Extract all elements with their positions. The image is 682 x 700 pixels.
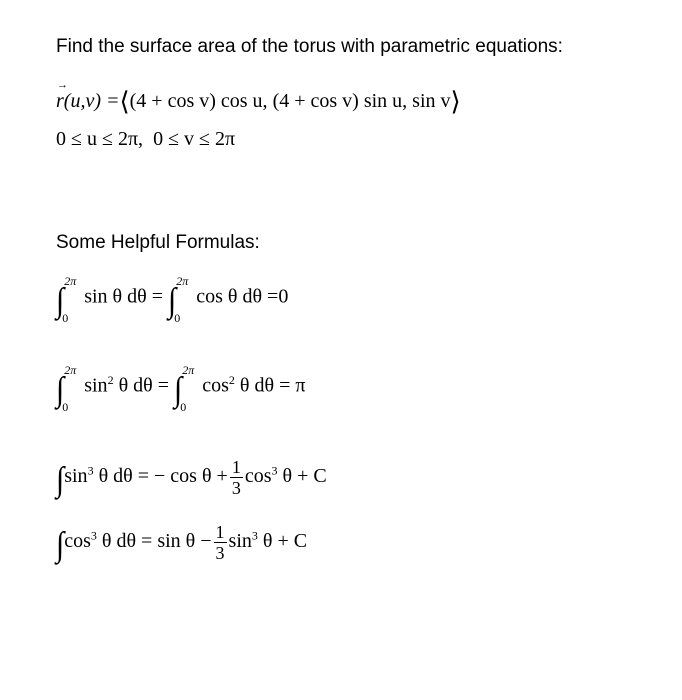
formula-1-right: cos θ dθ =0 xyxy=(196,285,289,308)
fraction-one-third: $\frac{1}{3}$ xyxy=(215,522,225,563)
formula-4-fn: cos xyxy=(64,530,91,553)
formulas-heading: Some Helpful Formulas: xyxy=(56,232,260,253)
power: 3 xyxy=(90,528,97,543)
r-function: → r(u,v) = xyxy=(56,90,119,113)
formula-3-fn: sin xyxy=(64,465,88,488)
integral-limits: 2π 0 xyxy=(174,274,189,325)
formula-1-left: sin θ dθ = xyxy=(84,285,163,308)
formula-2-right-fn: cos xyxy=(202,374,229,397)
integral-sign: ∫ xyxy=(56,460,65,499)
formula-4 xyxy=(56,523,307,562)
power: 3 xyxy=(87,463,94,478)
power: 2 xyxy=(228,372,235,387)
left-angle-bracket: ⟨ xyxy=(119,87,130,116)
power: 2 xyxy=(107,372,114,387)
domain-v: 0 ≤ v ≤ 2π xyxy=(153,128,236,150)
problem-heading: Find the surface area of the torus with parametric equations: xyxy=(56,36,563,57)
component-x: (4 + cos v) cos u, xyxy=(129,90,268,112)
integral-sign: ∫ xyxy=(168,281,177,319)
formula-4-mid: θ dθ = sin θ − xyxy=(101,530,212,553)
integral-sign: ∫ xyxy=(56,281,65,319)
fraction-one-third: $\frac{1}{3}$ xyxy=(231,457,241,498)
formula-2 xyxy=(56,363,306,414)
formula-2-left: θ dθ = xyxy=(118,374,170,397)
integral-sign: ∫ xyxy=(56,525,65,564)
integral-limits: 2π 0 xyxy=(62,274,77,325)
integral-limits: 2π 0 xyxy=(180,363,195,414)
formula-2-left-fn: sin xyxy=(84,374,108,397)
formula-3-end: θ + C xyxy=(282,465,327,488)
parametric-equation xyxy=(56,87,461,117)
integral-sign: ∫ xyxy=(174,370,183,408)
right-angle-bracket: ⟩ xyxy=(450,87,461,116)
power: 3 xyxy=(251,528,258,543)
power: 3 xyxy=(271,463,278,478)
formula-4-end: θ + C xyxy=(262,530,308,553)
component-z: sin v xyxy=(407,90,451,112)
parameter-domain xyxy=(56,128,235,151)
formula-3 xyxy=(56,458,327,497)
formula-1 xyxy=(56,274,289,325)
formula-2-right: θ dθ = π xyxy=(239,374,306,397)
domain-u: 0 ≤ u ≤ 2π, xyxy=(56,128,144,150)
integral-limits: 2π 0 xyxy=(62,363,77,414)
component-y: (4 + cos v) sin u, xyxy=(267,90,408,112)
formula-3-mid: θ dθ = − cos θ + xyxy=(98,465,228,488)
formula-3-after: cos xyxy=(244,465,272,488)
integral-sign: ∫ xyxy=(56,370,65,408)
formula-4-after: sin xyxy=(228,530,252,553)
